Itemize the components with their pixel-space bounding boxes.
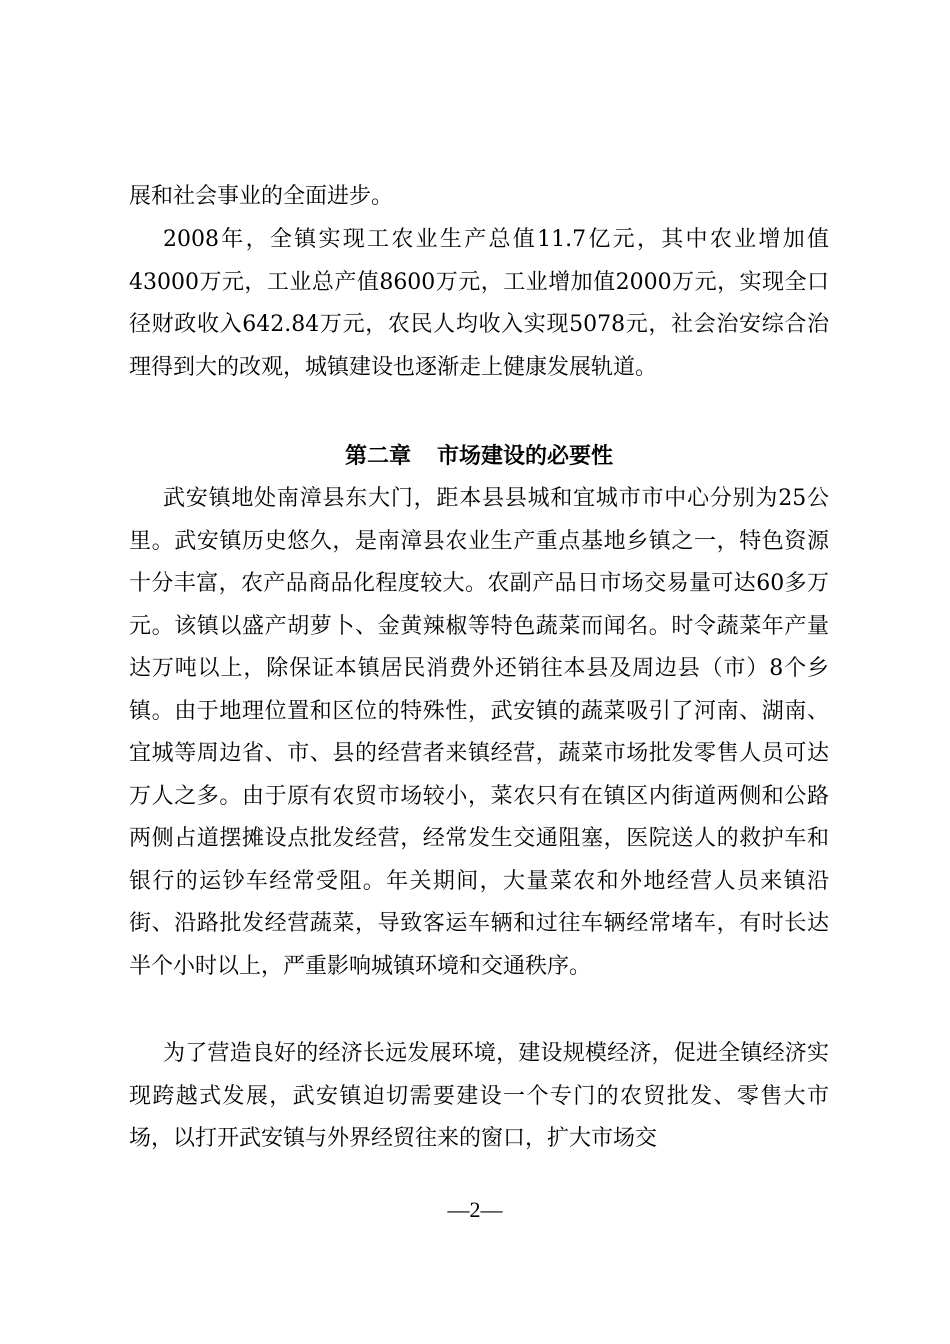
paragraph-economy-2008: 2008年，全镇实现工农业生产总值11.7亿元，其中农业增加值43000万元，工业总产值8600万元，工业增加值2000万元，实现全口径财政收入642.84万元，农民人均收入实现5078元，社会治安综合治理得到大的改观，城镇建设也逐渐走上健康发展轨道。: [129, 227, 829, 380]
chapter-title: 市场建设的必要性: [437, 444, 614, 469]
paragraph-market-need: 为了营造良好的经济长远发展环境，建设规模经济，促进全镇经济实现跨越式发展，武安镇迫切需要建设一个专门的农贸批发、零售大市场，以打开武安镇与外界经贸往来的窗口，扩大市场交: [129, 1041, 829, 1151]
paragraph-market-background: 武安镇地处南漳县东大门，距本县县城和宜城市市中心分别为25公里。武安镇历史悠久，是南漳县农业生产重点基地乡镇之一，特色资源十分丰富，农产品商品化程度较大。农副产品日市场交易量可达60多万元。该镇以盛产胡萝卜、金黄辣椒等特色蔬菜而闻名。时令蔬菜年产量达万吨以上，除保证本镇居民消费外还销往本县及周边县（市）8个乡镇。由于地理位置和区位的特殊性，武安镇的蔬菜吸引了河南、湖南、宜城等周边省、市、县的经营者来镇经营，蔬菜市场批发零售人员可达万人之多。由于原有农贸市场较小，菜农只有在镇区内街道两侧和公路两侧占道摆摊设点批发经营，经常发生交通阻塞，医院送人的救护车和银行的运钞车经常受阻。年关期间，大量菜农和外地经营人员来镇沿街、沿路批发经营蔬菜，导致客运车辆和过往车辆经常堵车，有时长达半个小时以上，严重影响城镇环境和交通秩序。: [129, 486, 829, 979]
chapter-number: 第二章: [344, 444, 411, 469]
page-number: —2—: [447, 1197, 503, 1222]
chapter-heading: [129, 437, 829, 477]
paragraph-continuation: 展和社会事业的全面进步。: [129, 184, 394, 209]
